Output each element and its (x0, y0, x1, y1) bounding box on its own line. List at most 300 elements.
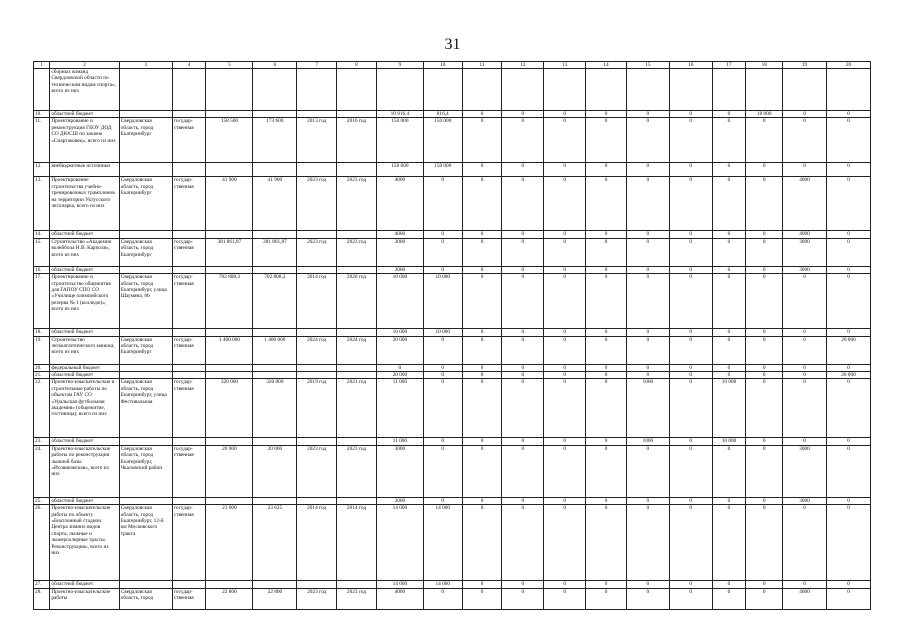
table-cell: 2023 год (337, 588, 377, 609)
table-cell (297, 364, 337, 371)
table-cell: 41 900 (206, 177, 253, 231)
table-cell (172, 163, 206, 177)
row-name-cell: Строительство легкоатлетического манежа, всего из них (50, 336, 119, 364)
table-cell (253, 163, 297, 177)
table-cell: 0 (544, 231, 586, 238)
table-row (34, 238, 871, 266)
table-cell: 0 (502, 163, 544, 177)
table-cell: 2023 год (337, 177, 377, 231)
column-number: 12 (502, 62, 544, 69)
table-cell: 0 (462, 111, 502, 118)
row-number-cell: 11. (34, 118, 50, 163)
table-cell: 0 (826, 505, 870, 581)
table-cell: 3000 (376, 266, 423, 273)
row-number-cell: 25. (34, 497, 50, 504)
row-name-cell: областной бюджет (50, 231, 119, 238)
table-cell: 0 (626, 364, 669, 371)
table-cell: 0 (783, 379, 827, 438)
table-cell (253, 231, 297, 238)
row-name-cell: областной бюджет (50, 111, 119, 118)
table-cell (297, 69, 337, 111)
table-cell (337, 111, 377, 118)
table-cell: 0 (544, 163, 586, 177)
table-cell: 0 (669, 118, 712, 163)
table-cell (206, 438, 253, 445)
table-cell: 0 (712, 336, 746, 364)
row-name-cell: Проектно-изыскательские и строительные работы по объектам ГАУ СО «Уральская футбольная академия» (общежитие, гостиница), всего из них (50, 379, 119, 438)
row-name-cell: сборных команд Свердловской области по техническим видам спорта», всего из них (50, 69, 119, 111)
table-cell: 0 (586, 266, 627, 273)
table-cell: 0 (502, 231, 544, 238)
table-cell: 0 (423, 231, 462, 238)
table-cell (206, 329, 253, 336)
table-cell: 0 (502, 274, 544, 329)
table-row (34, 379, 871, 438)
table-cell (297, 438, 337, 445)
table-row (34, 111, 871, 118)
table-cell: 0 (783, 438, 827, 445)
column-number: 6 (253, 62, 297, 69)
row-name-cell: Проектирование и реконструкция ГБОУ ДОД СО ДЮСШ по хоккею «Спартаковец», всего из них (50, 118, 119, 163)
table-cell: 22 800 (206, 588, 253, 609)
table-cell: 2023 год (337, 238, 377, 266)
row-number-cell: 20. (34, 364, 50, 371)
table-row (34, 438, 871, 445)
table-cell: 2023 год (297, 445, 337, 497)
table-cell: 0 (462, 445, 502, 497)
table-row (34, 274, 871, 329)
table-cell: 0 (462, 364, 502, 371)
table-cell: 320 000 (253, 379, 297, 438)
table-cell: 20 000 (206, 445, 253, 497)
table-cell: 0 (826, 581, 870, 588)
table-cell (337, 581, 377, 588)
table-cell: государ-ственная (172, 274, 206, 329)
table-cell: 0 (544, 445, 586, 497)
table-cell: 3000 (376, 497, 423, 504)
table-cell: 0 (544, 118, 586, 163)
row-number-cell: 15. (34, 238, 50, 266)
table-cell: 0 (544, 581, 586, 588)
table-cell: 0 (502, 364, 544, 371)
table-cell: 0 (826, 238, 870, 266)
row-number-cell: 17. (34, 274, 50, 329)
table-row (34, 497, 871, 504)
table-cell: 0 (826, 364, 870, 371)
column-number: 18 (746, 62, 783, 69)
table-cell (119, 163, 172, 177)
table-cell (253, 364, 297, 371)
table-cell: 320 000 (206, 379, 253, 438)
table-cell: 0 (712, 274, 746, 329)
table-cell: 2014 год (297, 505, 337, 581)
table-cell: 173 600 (253, 118, 297, 163)
table-cell: 0 (462, 438, 502, 445)
table-cell (746, 69, 783, 111)
row-name-cell: Строительство «Академии волейбола Н.В. Карполя», всего из них (50, 238, 119, 266)
table-cell: 0 (826, 274, 870, 329)
table-cell: 14 000 (423, 581, 462, 588)
table-cell: 0 (626, 445, 669, 497)
table-cell (119, 372, 172, 379)
table-cell (206, 497, 253, 504)
table-row (34, 372, 871, 379)
table-cell: 0 (462, 231, 502, 238)
table-cell (297, 581, 337, 588)
table-cell: 0 (586, 231, 627, 238)
table-cell: 702 808,3 (206, 274, 253, 329)
table-cell: государ-ственная (172, 238, 206, 266)
column-number: 15 (626, 62, 669, 69)
row-name-cell: областной бюджет (50, 372, 119, 379)
table-cell: 0 (783, 581, 827, 588)
table-cell: 0 (746, 379, 783, 438)
row-number-cell: 27. (34, 581, 50, 588)
table-cell (337, 266, 377, 273)
table-cell: 2023 год (297, 177, 337, 231)
table-cell: 4000 (376, 231, 423, 238)
table-cell (297, 266, 337, 273)
table-cell: 0 (826, 438, 870, 445)
table-cell (206, 111, 253, 118)
table-cell: 4000 (783, 177, 827, 231)
table-cell: 0 (462, 238, 502, 266)
table-cell (253, 438, 297, 445)
table-cell (337, 438, 377, 445)
table-cell (337, 231, 377, 238)
table-cell: 0 (783, 163, 827, 177)
table-cell: 0 (669, 379, 712, 438)
table-cell: 0 (626, 372, 669, 379)
table-cell: 0 (712, 118, 746, 163)
row-name-cell: Проектно-изыскательские работы по объекту «Биатлонный стадион Центра зимних видов спорта, лыжные и лыжероллерные трассы. Реконструкция», всего из них (50, 505, 119, 581)
table-cell (253, 266, 297, 273)
table-cell: 2013 год (297, 118, 337, 163)
row-number-cell: 13. (34, 177, 50, 231)
row-number-cell: 19. (34, 336, 50, 364)
table-cell: Свердловская область, город Екатеринбург (119, 177, 172, 231)
table-cell (586, 69, 627, 111)
table-cell: 0 (826, 329, 870, 336)
row-number-cell: 16. (34, 266, 50, 273)
table-cell (337, 497, 377, 504)
table-cell (297, 231, 337, 238)
table-cell: 0 (626, 231, 669, 238)
table-cell (206, 231, 253, 238)
table-cell (253, 497, 297, 504)
table-cell (172, 111, 206, 118)
table-cell: 0 (669, 336, 712, 364)
table-row (34, 336, 871, 364)
table-cell: 0 (669, 231, 712, 238)
table-cell: 3000 (783, 238, 827, 266)
table-cell: 4000 (783, 588, 827, 609)
table-cell: 0 (502, 329, 544, 336)
table-cell: государ-ственная (172, 336, 206, 364)
table-cell: 0 (544, 588, 586, 609)
table-cell: 0 (462, 581, 502, 588)
column-number: 13 (544, 62, 586, 69)
table-cell: 0 (502, 445, 544, 497)
table-cell: 0 (502, 505, 544, 581)
table-cell (337, 163, 377, 177)
row-number-cell: 22. (34, 379, 50, 438)
table-cell: 0 (783, 505, 827, 581)
table-cell: 0 (544, 238, 586, 266)
table-cell: 0 (712, 445, 746, 497)
table-cell: Свердловская область, город Екатеринбург (119, 118, 172, 163)
row-name-cell: Проектно-изыскательские работы (50, 588, 119, 609)
table-cell (297, 497, 337, 504)
table-cell: 0 (462, 274, 502, 329)
table-cell: 0 (712, 588, 746, 609)
table-cell: 0 (712, 581, 746, 588)
table-cell: 0 (669, 438, 712, 445)
table-cell: 0 (462, 329, 502, 336)
table-row (34, 231, 871, 238)
table-cell: 0 (669, 505, 712, 581)
table-cell: 0 (746, 329, 783, 336)
table-cell: 0 (826, 497, 870, 504)
table-cell: 0 (586, 438, 627, 445)
table-cell: 0 (544, 177, 586, 231)
column-number: 7 (297, 62, 337, 69)
table-cell: 0 (586, 379, 627, 438)
table-cell (826, 69, 870, 111)
table-cell: 10 000 (376, 274, 423, 329)
table-cell: 4000 (783, 231, 827, 238)
table-cell: Свердловская область, город Екатеринбург, 12-й км Московского тракта (119, 505, 172, 581)
table-cell: 10 000 (712, 438, 746, 445)
table-cell: 0 (626, 177, 669, 231)
table-cell (502, 69, 544, 111)
table-row (34, 505, 871, 581)
column-number: 3 (119, 62, 172, 69)
table-cell: 0 (586, 163, 627, 177)
table-cell: 0 (712, 163, 746, 177)
table-cell: 0 (544, 505, 586, 581)
table-cell: 2020 год (337, 274, 377, 329)
table-cell: 0 (712, 497, 746, 504)
row-name-cell: областной бюджет (50, 266, 119, 273)
table-cell (626, 69, 669, 111)
table-cell: 0 (826, 445, 870, 497)
table-cell: 0 (462, 177, 502, 231)
table-row (34, 69, 871, 111)
table-cell: 0 (746, 505, 783, 581)
table-cell: 3000 (376, 238, 423, 266)
table-cell: 0 (502, 438, 544, 445)
table-cell: 0 (826, 588, 870, 609)
table-cell: 0 (746, 336, 783, 364)
row-number-cell: 12. (34, 163, 50, 177)
table-cell: 0 (502, 111, 544, 118)
table-cell: 0 (746, 118, 783, 163)
row-name-cell: областной бюджет (50, 497, 119, 504)
table-row (34, 364, 871, 371)
table-cell: 150 000 (376, 118, 423, 163)
table-cell: Свердловская область, город Екатеринбург, Чкаловский район (119, 445, 172, 497)
table-cell: 0 (712, 364, 746, 371)
table-cell: Свердловская область, город (119, 588, 172, 609)
table-cell: 0 (586, 497, 627, 504)
column-number-row (34, 62, 871, 69)
table-cell (172, 372, 206, 379)
table-row (34, 266, 871, 273)
table-cell: 0 (746, 274, 783, 329)
table-cell: 11 000 (376, 438, 423, 445)
table-cell: 0 (544, 379, 586, 438)
table-cell: Свердловская область, город Екатеринбург, улица Шаумяна, 80 (119, 274, 172, 329)
column-number: 10 (423, 62, 462, 69)
table-cell: 0 (746, 588, 783, 609)
table-cell: 3000 (376, 445, 423, 497)
table-cell: 1000 (626, 379, 669, 438)
table-cell: 0 (783, 274, 827, 329)
table-cell: 1 400 000 (253, 336, 297, 364)
column-number: 8 (337, 62, 377, 69)
table-cell: 2024 год (297, 336, 337, 364)
table-cell: государ-ственная (172, 588, 206, 609)
table-cell: 14 000 (423, 505, 462, 581)
table-cell: 2023 год (337, 445, 377, 497)
table-cell (206, 364, 253, 371)
table-cell: 0 (712, 238, 746, 266)
table-cell: 0 (544, 372, 586, 379)
table-cell: 150 000 (423, 163, 462, 177)
table-row (34, 163, 871, 177)
table-cell (337, 364, 377, 371)
table-cell: 0 (669, 274, 712, 329)
table-cell: 0 (783, 372, 827, 379)
row-number-cell: 14. (34, 231, 50, 238)
row-number-cell: 18. (34, 329, 50, 336)
table-cell: 0 (746, 266, 783, 273)
table-cell: 0 (746, 177, 783, 231)
table-cell: государ-ственная (172, 445, 206, 497)
table-cell: 0 (502, 238, 544, 266)
table-cell: 0 (462, 118, 502, 163)
table-cell: 0 (826, 231, 870, 238)
table-cell: 0 (586, 445, 627, 497)
table-cell: 20 000 (826, 336, 870, 364)
row-name-cell: Проектирование строительства учебно-тренировочных трамплинов на территории Уктусского лесопарка, всего из них (50, 177, 119, 231)
investment-table (33, 61, 871, 610)
table-cell (423, 69, 462, 111)
table-cell (119, 364, 172, 371)
table-cell: 0 (626, 336, 669, 364)
table-cell: 0 (462, 497, 502, 504)
table-cell (119, 497, 172, 504)
table-cell (253, 329, 297, 336)
table-cell: 0 (544, 497, 586, 504)
table-cell: 0 (423, 266, 462, 273)
row-name-cell: внебюджетные источники (50, 163, 119, 177)
table-cell: 0 (462, 163, 502, 177)
table-cell: 0 (586, 505, 627, 581)
table-cell: 0 (669, 588, 712, 609)
table-cell: 0 (586, 329, 627, 336)
table-cell: 0 (544, 336, 586, 364)
table-cell: 10 816,4 (376, 111, 423, 118)
table-cell: 0 (669, 581, 712, 588)
table-cell: 0 (423, 497, 462, 504)
column-number: 9 (376, 62, 423, 69)
table-cell: 10 000 (712, 379, 746, 438)
table-cell: 0 (544, 266, 586, 273)
table-cell: 0 (746, 163, 783, 177)
table-cell: 0 (746, 445, 783, 497)
table-cell: 10 000 (376, 329, 423, 336)
table-cell: 0 (712, 231, 746, 238)
table-cell: 0 (746, 581, 783, 588)
table-cell: 0 (502, 266, 544, 273)
table-cell (119, 69, 172, 111)
table-cell: 0 (423, 177, 462, 231)
table-cell: 0 (462, 266, 502, 273)
row-name-cell: областной бюджет (50, 438, 119, 445)
table-cell (172, 497, 206, 504)
table-cell: государ-ственная (172, 505, 206, 581)
table-cell: 0 (669, 266, 712, 273)
table-row (34, 177, 871, 231)
table-cell: 0 (423, 588, 462, 609)
table-cell: 0 (626, 118, 669, 163)
table-cell: 21 000 (206, 505, 253, 581)
table-cell: 0 (826, 163, 870, 177)
table-cell: 0 (423, 379, 462, 438)
table-cell (783, 69, 827, 111)
table-cell: 0 (626, 111, 669, 118)
table-cell (119, 266, 172, 273)
table-cell: 0 (626, 588, 669, 609)
table-cell: 0 (746, 231, 783, 238)
table-cell: 20 000 (826, 372, 870, 379)
table-cell: 2019 год (297, 379, 337, 438)
table-cell: 2023 год (297, 588, 337, 609)
table-cell: 0 (746, 497, 783, 504)
table-cell: 14 000 (376, 505, 423, 581)
table-cell: 0 (626, 274, 669, 329)
table-cell: 1 400 000 (206, 336, 253, 364)
table-cell (119, 581, 172, 588)
table-cell: 20 000 (376, 372, 423, 379)
table-cell: 0 (783, 118, 827, 163)
table-cell: 0 (376, 364, 423, 371)
table-cell (337, 69, 377, 111)
table-cell: 0 (669, 329, 712, 336)
table-cell (669, 69, 712, 111)
row-name-cell: Проектно-изыскательские работы по реконструкции лыжной базы «Исовиковская», всего из них (50, 445, 119, 497)
table-cell: 0 (462, 588, 502, 609)
table-cell (172, 581, 206, 588)
table-cell: 0 (586, 372, 627, 379)
table-cell: 0 (423, 372, 462, 379)
table-cell: Свердловская область, город Екатеринбург, улица Фестивальная (119, 379, 172, 438)
table-cell (712, 69, 746, 111)
table-cell: 0 (783, 329, 827, 336)
table-cell (206, 69, 253, 111)
table-cell: 4000 (376, 588, 423, 609)
table-cell: 0 (626, 163, 669, 177)
table-cell (119, 111, 172, 118)
table-cell (206, 372, 253, 379)
table-cell: 0 (544, 274, 586, 329)
table-cell: государ-ственная (172, 177, 206, 231)
table-cell: 2021 год (337, 379, 377, 438)
row-number-cell: 28. (34, 588, 50, 609)
table-row (34, 445, 871, 497)
